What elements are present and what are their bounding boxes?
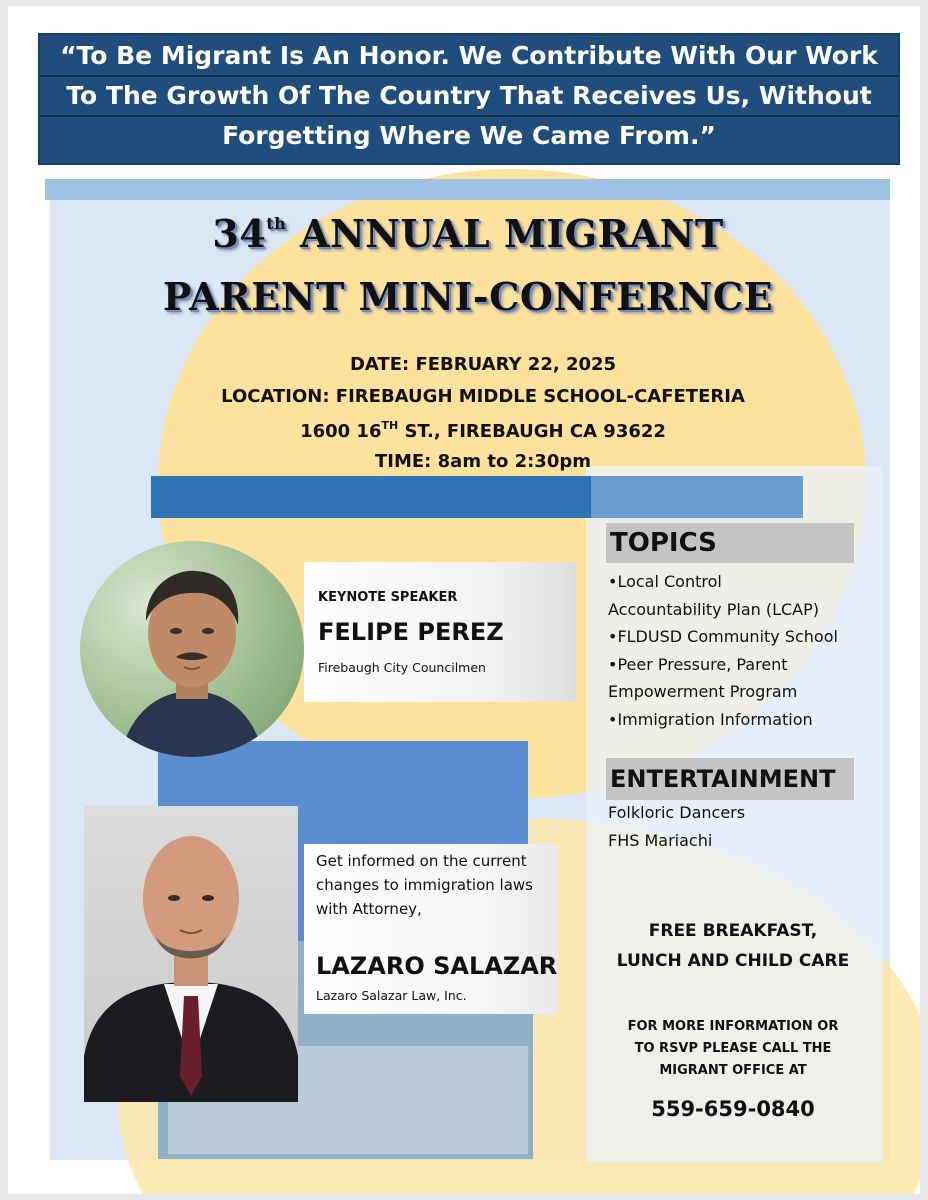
event-location: LOCATION: FIREBAUGH MIDDLE SCHOOL-CAFETERIA	[221, 386, 745, 407]
title-rest: ANNUAL MIGRANT	[286, 211, 724, 256]
topics-list	[608, 568, 878, 733]
contact-info	[598, 1016, 868, 1082]
address-ordinal: TH	[381, 419, 399, 432]
contact-line: FOR MORE INFORMATION OR	[627, 1019, 839, 1034]
flyer-page	[8, 6, 920, 1194]
entertainment-item: Folkloric Dancers	[608, 803, 746, 822]
topic-item: •Peer Pressure, Parent	[608, 654, 788, 674]
address-part: ST., FIREBAUGH CA 93622	[398, 421, 666, 442]
address-part: 1600 16	[300, 421, 382, 442]
topic-item: Accountability Plan (LCAP)	[608, 599, 820, 619]
attorney-name: LAZARO SALAZAR	[316, 952, 558, 980]
free-offer-line: LUNCH AND CHILD CARE	[616, 951, 850, 971]
person-portrait-icon	[80, 541, 304, 757]
quote-banner	[38, 33, 900, 165]
contact-line: MIGRANT OFFICE AT	[659, 1063, 807, 1078]
entertainment-item: FHS Mariachi	[608, 831, 713, 850]
contact-line: TO RSVP PLEASE CALL THE	[634, 1041, 832, 1056]
attorney-intro-line: with Attorney,	[316, 900, 422, 918]
title-ordinal: th	[266, 214, 287, 233]
title-line-2: PARENT MINI-CONFERNCE	[162, 274, 774, 319]
attorney-intro-line: Get informed on the current	[316, 852, 527, 870]
attorney-intro-line: changes to immigration laws	[316, 876, 533, 894]
quote-line: Forgetting Where We Came From.”	[222, 121, 716, 150]
title-number: 34	[212, 211, 267, 256]
free-offer	[598, 916, 868, 976]
quote-line: To The Growth Of The Country That Receives Us, Without	[66, 81, 872, 110]
attorney-card	[304, 844, 558, 1014]
keynote-role: Firebaugh City Councilmen	[318, 660, 486, 675]
title-line-1	[48, 211, 888, 256]
topic-item: •Local Control	[608, 572, 722, 591]
banner-stripe	[40, 75, 898, 77]
divider-bar-light	[591, 476, 803, 518]
topic-item: Empowerment Program	[608, 682, 798, 701]
topic-item: •FLDUSD Community School	[608, 627, 838, 646]
topics-header: TOPICS	[606, 523, 854, 563]
light-blue-bar	[45, 179, 890, 200]
keynote-name: FELIPE PEREZ	[318, 618, 504, 646]
attorney-photo	[84, 806, 298, 1102]
keynote-label: KEYNOTE SPEAKER	[318, 590, 458, 605]
entertainment-header: ENTERTAINMENT	[606, 758, 854, 800]
quote-line: “To Be Migrant Is An Honor. We Contribute With Our Work	[60, 41, 878, 70]
divider-bar	[151, 476, 591, 518]
person-portrait-icon	[84, 806, 298, 1102]
keynote-card	[304, 562, 576, 702]
entertainment-list	[608, 799, 745, 855]
contact-phone[interactable]: 559-659-0840	[651, 1097, 815, 1121]
attorney-firm: Lazaro Salazar Law, Inc.	[316, 988, 467, 1003]
banner-stripe	[40, 115, 898, 117]
event-time: TIME: 8am to 2:30pm	[375, 451, 591, 472]
event-address	[148, 419, 818, 442]
free-offer-line: FREE BREAKFAST,	[648, 921, 818, 941]
event-date: DATE: FEBRUARY 22, 2025	[349, 354, 617, 375]
keynote-speaker-photo	[80, 541, 304, 757]
topic-item: •Immigration Information	[608, 709, 813, 729]
